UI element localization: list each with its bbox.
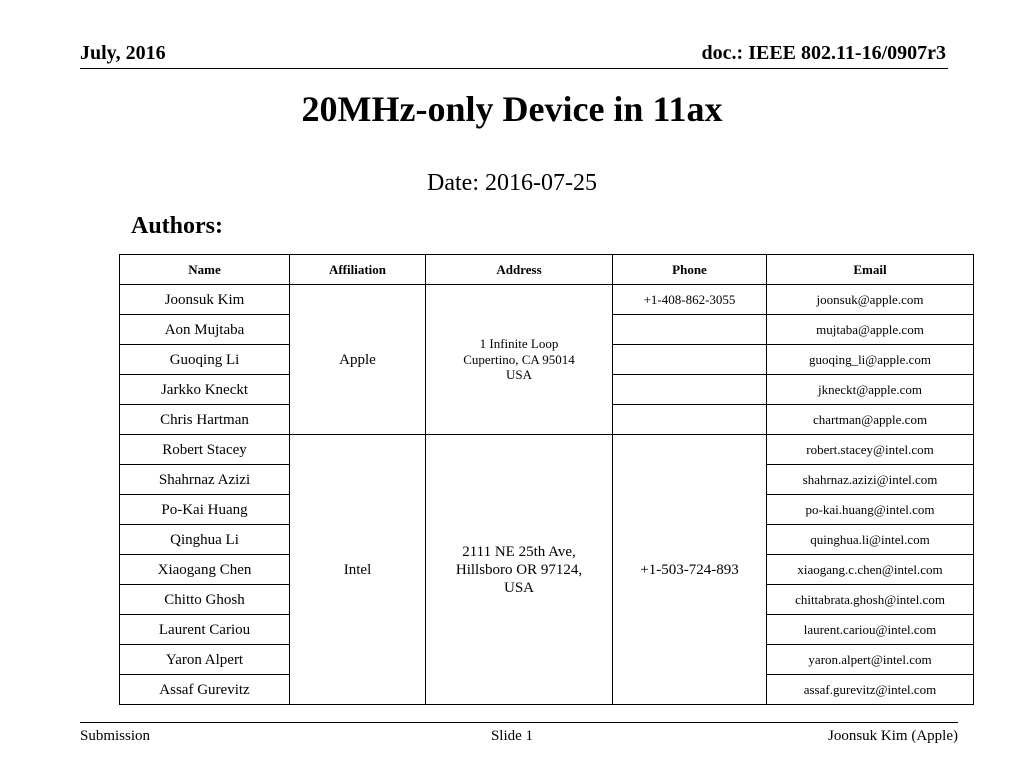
header-name: Name [120,255,290,285]
header-affiliation: Affiliation [290,255,426,285]
author-name: Joonsuk Kim [120,285,290,315]
footer-author: Joonsuk Kim (Apple) [828,728,958,744]
phone-intel: +1-503-724-893 [613,435,767,705]
author-email: yaron.alpert@intel.com [767,645,974,675]
author-email: chartman@apple.com [767,405,974,435]
author-email: guoqing_li@apple.com [767,345,974,375]
address-apple [426,285,613,435]
author-phone [613,315,767,345]
footer-submission: Submission [80,728,151,744]
author-phone [613,345,767,375]
author-email: laurent.cariou@intel.com [767,615,974,645]
author-name: Shahrnaz Azizi [120,465,290,495]
address-line: Cupertino, CA 95014 [463,351,575,367]
author-email: jkneckt@apple.com [767,375,974,405]
slide-title: 20MHz-only Device in 11ax [301,89,723,129]
author-name: Yaron Alpert [120,645,290,675]
author-name: Robert Stacey [120,435,290,465]
author-name: Assaf Gurevitz [120,675,290,705]
authors-table [119,254,974,705]
header-email: Email [767,255,974,285]
author-email: mujtaba@apple.com [767,315,974,345]
address-line: 2111 NE 25th Ave, [462,543,576,560]
author-name: Laurent Cariou [120,615,290,645]
header-address: Address [426,255,613,285]
author-email: xiaogang.c.chen@intel.com [767,555,974,585]
author-email: assaf.gurevitz@intel.com [767,675,974,705]
author-name: Chris Hartman [120,405,290,435]
author-name: Chitto Ghosh [120,585,290,615]
author-phone: +1-408-862-3055 [613,285,767,315]
authors-label: Authors: [131,213,224,239]
author-name: Jarkko Kneckt [120,375,290,405]
affiliation-apple: Apple [290,285,426,435]
author-name: Xiaogang Chen [120,555,290,585]
author-email: robert.stacey@intel.com [767,435,974,465]
affiliation-intel: Intel [290,435,426,705]
address-line: Hillsboro OR 97124, [455,561,583,578]
header-phone: Phone [613,255,767,285]
author-phone [613,405,767,435]
address-intel [426,435,613,705]
date-line: Date: 2016-07-25 [427,170,597,196]
footer-rule [80,722,958,723]
table-header-row [120,255,974,285]
address-line: USA [503,579,534,596]
header-doc-id: doc.: IEEE 802.11-16/0907r3 [701,42,946,64]
address-line: 1 Infinite Loop [479,336,559,352]
author-name: Po-Kai Huang [120,495,290,525]
table-row [120,285,974,315]
author-email: quinghua.li@intel.com [767,525,974,555]
author-phone [613,375,767,405]
author-name: Aon Mujtaba [120,315,290,345]
author-email: chittabrata.ghosh@intel.com [767,585,974,615]
author-name: Qinghua Li [120,525,290,555]
header-rule [80,68,948,69]
author-name: Guoqing Li [120,345,290,375]
header-date: July, 2016 [80,42,166,64]
footer-slide-number: Slide 1 [490,728,534,744]
address-line: USA [505,367,532,383]
author-email: shahrnaz.azizi@intel.com [767,465,974,495]
table-row [120,435,974,465]
author-email: po-kai.huang@intel.com [767,495,974,525]
author-email: joonsuk@apple.com [767,285,974,315]
